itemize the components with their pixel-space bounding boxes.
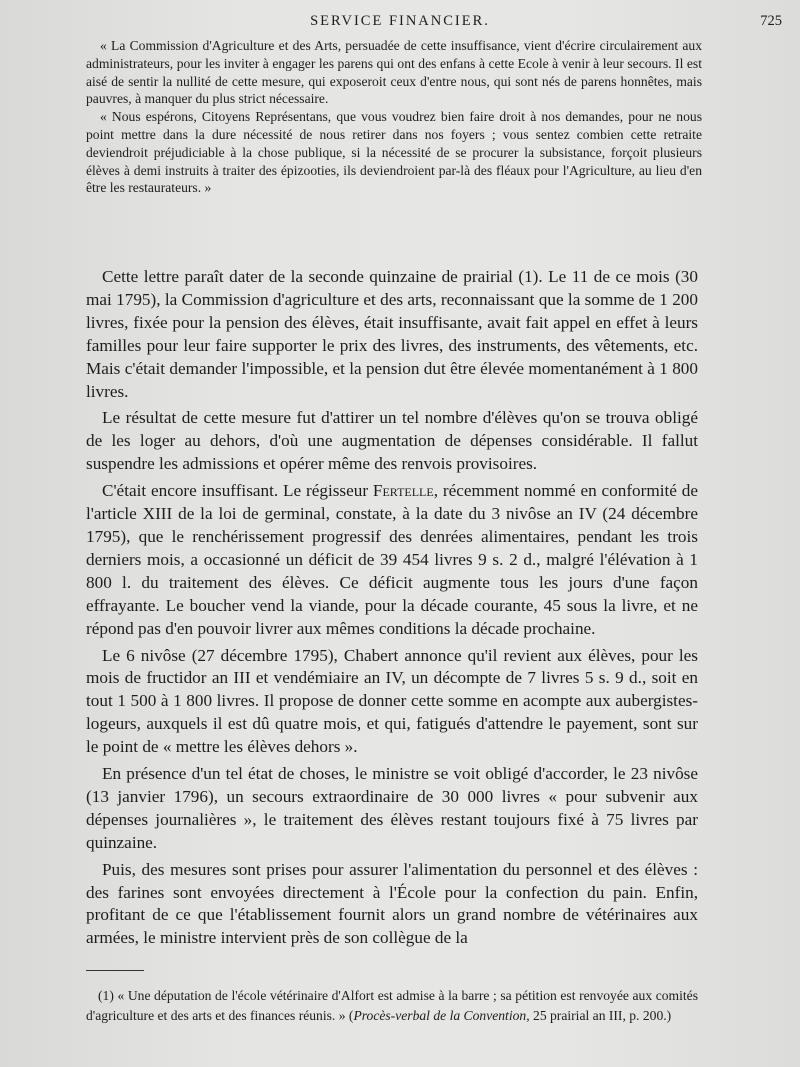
person-name-fertelle: Fertelle bbox=[372, 481, 434, 501]
page-number: 725 bbox=[760, 13, 782, 29]
footnote bbox=[86, 986, 698, 1026]
running-title: SERVICE FINANCIER. bbox=[310, 13, 490, 29]
quote-paragraph-1: « La Commission d'Agriculture et des Arts, persuadée de cette insuffisance, vient d'écrire circulairement aux administrateurs, pour les inviter à engager les parens qui ont des enfans à cette Ecole à venir à leur secours. Il est aisé de sentir la nullité de cette mesure, qui exposeroit ceux d'entre nous, qui sont nés de parens honnêtes, mais pauvres, à manquer du plus strict nécessaire. bbox=[86, 38, 702, 107]
page-header bbox=[0, 10, 800, 34]
body-paragraph-2: Le résultat de cette mesure fut d'attirer un tel nombre d'élèves qu'on se trouva obligé de les loger au dehors, d'où une augmentation de dépenses considérable. Il fallut suspendre les admissions et opérer même des renvois provisoires. bbox=[86, 408, 698, 474]
body-paragraph-3-end: , récemment nommé en conformité de l'article XIII de la loi de germinal, constate, à la date du 3 nivôse an IV (24 décembre 1795), que le renchérissement progressif des denrées alimentaires, pendant les trois derniers mois, a occasionné un déficit de 39 454 livres 9 s. 2 d., malgré l'élévation à 1 800 l. du traitement des élèves. Ce déficit augmente tous les jours d'une façon effrayante. Le boucher vend la viande, pour la décade courante, 45 sous la livre, et ne répond pas d'en pouvoir livrer aux mêmes conditions la décade prochaine. bbox=[86, 481, 698, 638]
body-paragraph-5: En présence d'un tel état de choses, le ministre se voit obligé d'accorder, le 23 nivôse (13 janvier 1796), un secours extraordinaire de 30 000 livres « pour subvenir aux dépenses journalières », le traitement des élèves restant toujours fixé à 75 livres par quinzaine. bbox=[86, 764, 698, 852]
body-paragraph-4: Le 6 nivôse (27 décembre 1795), Chabert annonce qu'il revient aux élèves, pour les mois de fructidor an III et vendémiaire an IV, un décompte de 7 livres 5 s. 9 d., soit en tout 1 500 à 1 800 livres. Il propose de donner cette somme en acompte aux aubergistes-logeurs, auxquels il est dû quatre mois, et qui, fatigués d'attendre le payement, sont sur le point de « mettre les élèves dehors ». bbox=[86, 645, 698, 757]
body-paragraph-1: Cette lettre paraît dater de la seconde quinzaine de prairial (1). Le 11 de ce mois (30 mai 1795), la Commission d'agriculture et des arts, reconnaissant que la somme de 1 200 livres, fixée pour la pension des élèves, était insuffisante, avait fait appel en effet à leurs familles pour leur faire supporter le prix des livres, des instruments, des vêtements, etc. Mais c'était demander l'impossible, et la pension dut être élevée momentanément à 1 800 livres. bbox=[86, 267, 698, 401]
footnote-source-title: Procès-verbal de la Convention bbox=[353, 1008, 527, 1023]
footnote-text: (1) « Une députation de l'école vétérinaire d'Alfort est admise à la barre ; sa pétition est renvoyée aux comités d'agriculture et des arts et des finances réunis. » ( bbox=[86, 988, 698, 1023]
body-paragraph-3-start: C'était encore insuffisant. Le régisseur bbox=[102, 481, 373, 501]
footnote-source-ref: , 25 prairial an III, p. 200.) bbox=[526, 1008, 672, 1023]
main-text bbox=[86, 266, 698, 954]
petition-quote bbox=[86, 37, 702, 197]
quote-paragraph-2: « Nous espérons, Citoyens Représentans, que vous voudrez bien faire droit à nos demandes, pour ne nous point mettre dans la dure nécessité de nous retirer dans nos foyers ; vous sentez combien cette retraite deviendroit préjudiciable à la chose publique, si la nécessité de se procurer la subsistance, forçoit plusieurs élèves à demi instruits à traiter des épizooties, ils deviendroient par-là des fléaux pour l'Agriculture, au lieu d'en être les restaurateurs. » bbox=[86, 109, 702, 196]
body-paragraph-6: Puis, des mesures sont prises pour assurer l'alimentation du personnel et des élèves : des farines sont envoyées directement à l'École pour la confection du pain. Enfin, profitant de ce que l'établissement fournit alors un grand nombre de vétérinaires aux armées, le ministre intervient près de son collègue de la bbox=[86, 859, 698, 948]
footnote-divider bbox=[86, 970, 144, 971]
footnote-paragraph bbox=[86, 986, 698, 1026]
body-paragraph-3 bbox=[86, 480, 698, 640]
